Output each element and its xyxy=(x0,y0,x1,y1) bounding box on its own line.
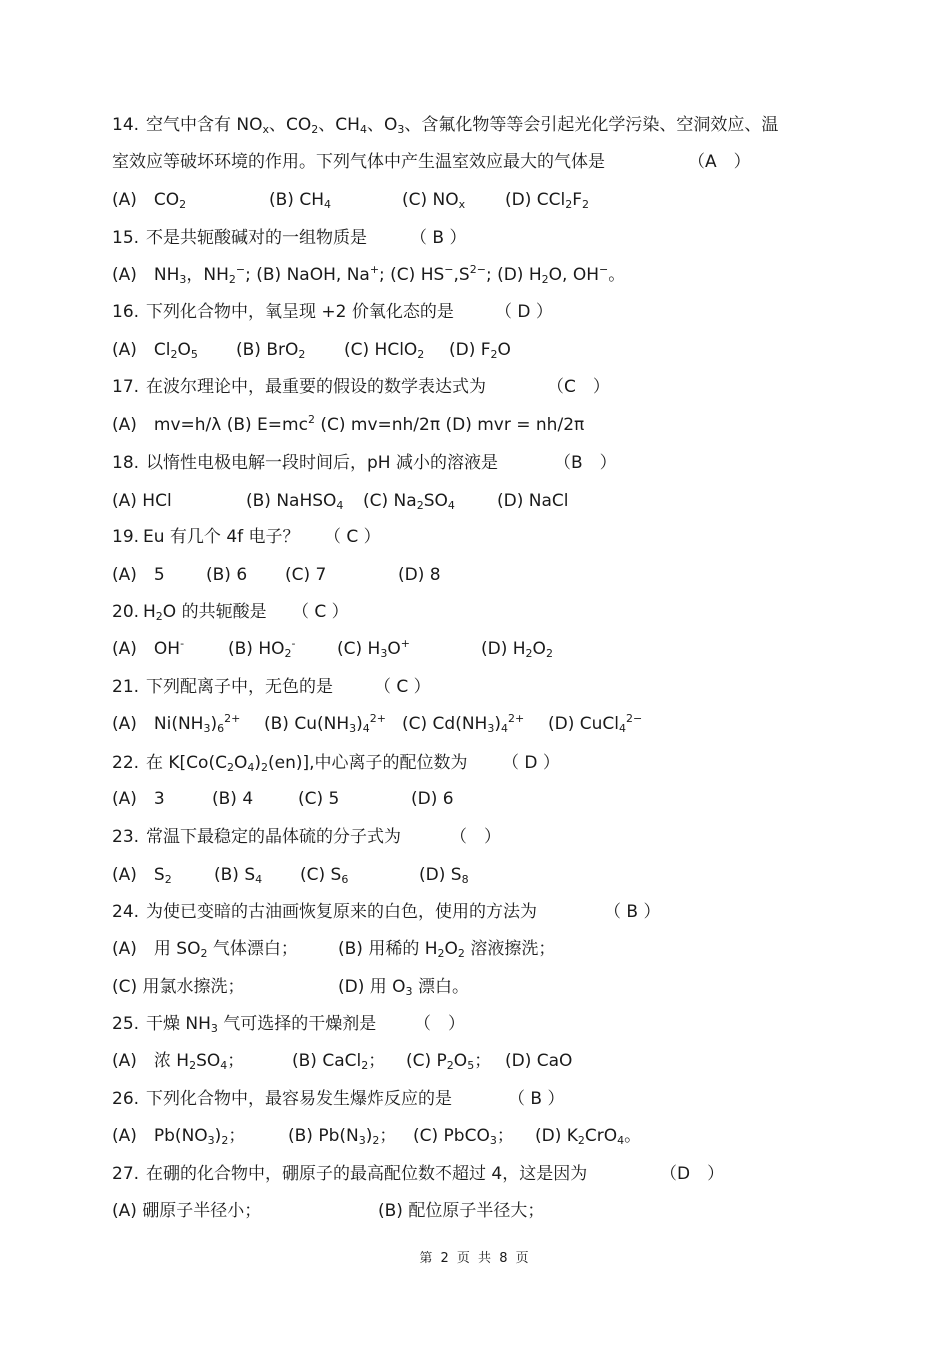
question-line: 在波尔理论中，最重要的假设的数学表达式为 xyxy=(146,377,486,397)
option-c: (C) $Na_2SO_4$ xyxy=(363,491,455,512)
option-d: (D) $CCl_2F_2$ xyxy=(505,190,590,211)
option-b: (B) 6 xyxy=(206,565,248,585)
answer-mark: （ C ） xyxy=(324,527,381,547)
question-line: 下列化合物中，氧呈现 +2 价氧化态的是 xyxy=(146,302,454,322)
option-c: (C) $H_3O^+$ xyxy=(337,637,410,660)
question-number: 25. xyxy=(112,1014,140,1034)
question-number: 15. xyxy=(112,228,140,248)
question-number: 22. xyxy=(112,753,140,773)
answer-mark: （ ） xyxy=(414,1014,465,1034)
option-d: (D) $S_8$ xyxy=(419,865,469,886)
option-b: (B) NaHSO$_4$ xyxy=(246,491,344,512)
question-number: 17. xyxy=(112,377,140,397)
question-number: 20. xyxy=(112,602,140,622)
option-a: (A) 3 xyxy=(112,789,165,809)
option-b: (B) 4 xyxy=(212,789,254,809)
option-b: (B) 配位原子半径大； xyxy=(378,1201,545,1221)
question-line: 在硼的化合物中，硼原子的最高配位数不超过 4，这是因为 xyxy=(146,1164,588,1184)
option-a: (A) 用 $SO_2$ 气体漂白； xyxy=(112,939,298,960)
option-d: (D) $K_2CrO_4$。 xyxy=(535,1126,642,1147)
option-a: (A) 浓 $H_2SO_4$； xyxy=(112,1051,245,1072)
option-c: (C) 用氯水擦洗； xyxy=(112,977,245,997)
option-c: (C) $S_6$ xyxy=(300,865,349,886)
question-line: 室效应等破坏环境的作用。下列气体中产生温室效应最大的气体是 xyxy=(112,152,605,172)
answer-mark: （ D ） xyxy=(502,753,560,773)
question-line: 在 $K[Co(C_2O_4)_2(en)]$,中心离子的配位数为 xyxy=(146,753,468,774)
option-c: (C) HClO$_2$ xyxy=(344,340,425,361)
option-a: (A) OH- xyxy=(112,637,185,659)
answer-mark: （ B ） xyxy=(508,1089,565,1109)
option-b: (B) $CH_4$ xyxy=(269,190,331,211)
option-b: (B) $Pb(N_3)_2$； xyxy=(288,1126,397,1147)
question-number: 23. xyxy=(112,827,140,847)
answer-mark: （A ） xyxy=(688,152,751,172)
question-line: 下列配离子中，无色的是 xyxy=(146,677,333,697)
question-number: 19. xyxy=(112,527,140,547)
option-c: (C) 7 xyxy=(285,565,327,585)
answer-mark: （D ） xyxy=(660,1164,725,1184)
option-b: (B) $S_4$ xyxy=(214,865,263,886)
option-b: (B) CaCl$_2$； xyxy=(292,1051,386,1072)
question-line: 以惰性电极电解一段时间后，pH 减小的溶液是 xyxy=(146,453,498,473)
option-all: (A) $NH_3$，$NH_2^-$; (B) NaOH, Na+; (C) $HS^-,S^{2-}$; (D) $H_2O$, OH−。 xyxy=(112,263,626,286)
question-number: 14. xyxy=(112,115,140,135)
option-a: (A) 5 xyxy=(112,565,165,585)
question-line: 常温下最稳定的晶体硫的分子式为 xyxy=(146,827,401,847)
question-line: $H_2O$ 的共轭酸是 xyxy=(143,602,267,623)
page-footer: 第 2 页 共 8 页 xyxy=(419,1251,531,1266)
option-c: (C) PbCO$_3$； xyxy=(413,1126,514,1147)
question-line: Eu 有几个 4f 电子？ xyxy=(143,527,300,547)
option-d: (D) NaCl xyxy=(497,491,569,511)
question-line: 为使已变暗的古油画恢复原来的白色，使用的方法为 xyxy=(146,902,537,922)
question-number: 16. xyxy=(112,302,140,322)
answer-mark: （ C ） xyxy=(374,677,431,697)
option-a: (A) $Cl_2O_5$ xyxy=(112,340,198,361)
answer-mark: （ B ） xyxy=(410,228,467,248)
question-line: 下列化合物中，最容易发生爆炸反应的是 xyxy=(146,1089,452,1109)
option-a: (A) HCl xyxy=(112,491,172,511)
answer-mark: （C ） xyxy=(547,377,610,397)
option-c: (C) $P_2O_5$； xyxy=(406,1051,492,1072)
option-b: (B) 用稀的 $H_2O_2$ 溶液擦洗； xyxy=(338,939,556,960)
option-a: (A) $CO_2$ xyxy=(112,190,187,211)
question-number: 26. xyxy=(112,1089,140,1109)
option-d: (D) CaO xyxy=(505,1051,573,1071)
answer-mark: （ D ） xyxy=(495,302,553,322)
option-b: (B) $Cu(NH_3)_4^{2+}$ xyxy=(264,712,386,735)
option-a: (A) $Ni(NH_3)_6^{2+}$ xyxy=(112,712,241,735)
option-c: (C) 5 xyxy=(298,789,340,809)
option-c: (C) $NO_x$ xyxy=(402,190,466,211)
option-d: (D) 用 $O_3$ 漂白。 xyxy=(338,977,469,998)
question-line: 不是共轭酸碱对的一组物质是 xyxy=(146,228,367,248)
answer-mark: （ B ） xyxy=(604,902,661,922)
option-d: (D) 8 xyxy=(398,565,441,585)
option-a: (A) $Pb(NO_3)_2$； xyxy=(112,1126,246,1147)
option-d: (D) $H_2O_2$ xyxy=(481,639,553,660)
option-d: (D) 6 xyxy=(411,789,454,809)
option-b: (B) $HO_2^-$ xyxy=(228,637,296,660)
option-b: (B) BrO$_2$ xyxy=(236,340,306,361)
option-c: (C) $Cd(NH_3)_4^{2+}$ xyxy=(402,712,525,735)
answer-mark: （B ） xyxy=(554,453,617,473)
question-number: 21. xyxy=(112,677,140,697)
question-line: 空气中含有 $NO_x$、$CO_2$、$CH_4$、$O_3$、含氟化物等等会引起光化学污染、空洞效应、温 xyxy=(146,115,779,136)
option-d: (D) CuCl$_4^{2-}$ xyxy=(548,712,643,735)
answer-mark: （ ） xyxy=(450,827,501,847)
option-a: (A) 硼原子半径小； xyxy=(112,1201,262,1221)
answer-mark: （ C ） xyxy=(292,602,349,622)
option-d: (D) $F_2O$ xyxy=(449,340,511,361)
question-line: 干燥 $NH_3$ 气可选择的干燥剂是 xyxy=(146,1014,377,1035)
option-all: (A) mv=h/λ (B) $E=mc^2$ (C) mv=nh/2π (D) mvr = nh/2π xyxy=(112,413,585,435)
question-number: 24. xyxy=(112,902,140,922)
question-number: 18. xyxy=(112,453,140,473)
question-number: 27. xyxy=(112,1164,140,1184)
option-a: (A) $S_2$ xyxy=(112,865,172,886)
